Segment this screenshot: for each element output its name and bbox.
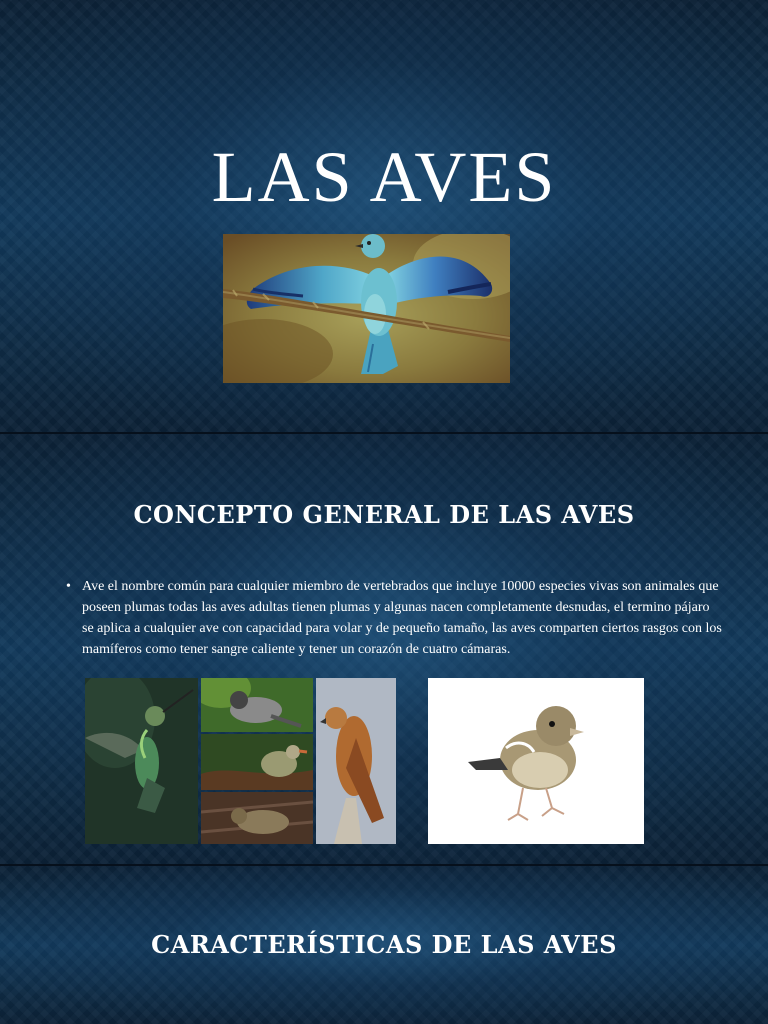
concept-bullet-item: • Ave el nombre común para cualquier miembro de vertebrados que incluye 10000 especies vivas son animales que poseen plumas todas las aves adultas tienen plumas y algunas nacen completamente desnudas, el termino pájaro se aplica a cualquier ave con capacidad para volar y de pequeño tamaño, las aves comparten ciertos rasgos con los mamíferos como tener sangre caliente y tener un corazón de cuatro cámaras. [64, 576, 724, 660]
title-slide [0, 0, 768, 432]
songbird-photo-middle [201, 734, 313, 790]
brown-hawk-photo [316, 678, 396, 844]
songbird-photo-top [201, 678, 313, 732]
main-title: LAS AVES [211, 137, 557, 217]
hummingbird-photo [85, 678, 198, 844]
concept-title: CONCEPTO GENERAL DE LAS AVES [133, 500, 635, 529]
characteristics-slide [0, 866, 768, 1024]
chick-photo [428, 678, 644, 844]
characteristics-title: CARACTERÍSTICAS DE LAS AVES [151, 930, 617, 959]
concept-bullet-list [64, 576, 724, 660]
roller-bird-photo [223, 234, 510, 383]
songbird-photo-bottom [201, 792, 313, 844]
concept-slide [0, 434, 768, 864]
